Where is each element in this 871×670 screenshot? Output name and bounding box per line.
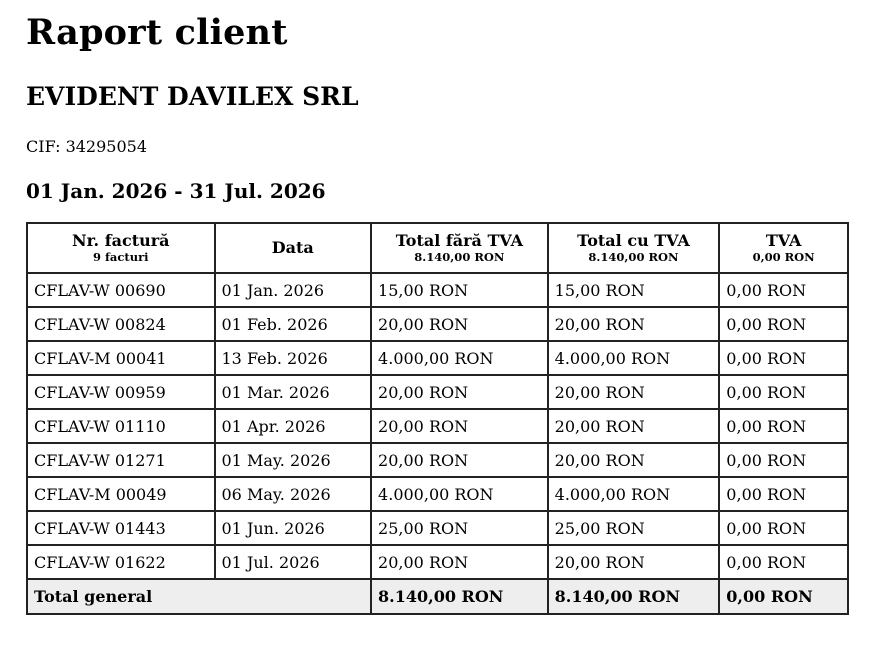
date-cell: 01 Feb. 2026 (215, 307, 372, 341)
total-without-vat-cell: 15,00 RON (371, 273, 548, 307)
company-name: EVIDENT DAVILEX SRL (26, 82, 359, 111)
invoice-number-cell: CFLAV-W 00824 (27, 307, 215, 341)
vat-cell: 0,00 RON (719, 409, 848, 443)
header-sub: 8.140,00 RON (588, 250, 679, 264)
invoice-number-cell: CFLAV-W 01622 (27, 545, 215, 579)
invoice-number-cell: CFLAV-W 01271 (27, 443, 215, 477)
vat-cell: 0,00 RON (719, 375, 848, 409)
total-row (27, 579, 848, 614)
date-cell: 06 May. 2026 (215, 477, 372, 511)
header-label: Nr. factură (71, 231, 170, 250)
header-sub: 9 facturi (92, 250, 149, 264)
table-row (27, 341, 848, 375)
invoice-table (26, 222, 849, 615)
header-label: Total cu TVA (577, 231, 690, 250)
total-with-vat-cell: 20,00 RON (548, 409, 720, 443)
date-cell: 01 Jan. 2026 (215, 273, 372, 307)
total-without-vat-cell: 20,00 RON (371, 545, 548, 579)
date-cell: 01 Jun. 2026 (215, 511, 372, 545)
total-without-vat: 8.140,00 RON (371, 579, 548, 614)
total-without-vat-cell: 4.000,00 RON (371, 477, 548, 511)
vat-cell: 0,00 RON (719, 273, 848, 307)
total-without-vat-cell: 20,00 RON (371, 443, 548, 477)
invoice-number-cell: CFLAV-W 01110 (27, 409, 215, 443)
vat-cell: 0,00 RON (719, 545, 848, 579)
table-row (27, 375, 848, 409)
date-cell: 13 Feb. 2026 (215, 341, 372, 375)
report-period: 01 Jan. 2026 - 31 Jul. 2026 (26, 179, 326, 203)
header-invoice-number (27, 223, 215, 273)
table-row (27, 443, 848, 477)
header-label: TVA (765, 231, 802, 250)
total-without-vat-cell: 20,00 RON (371, 307, 548, 341)
total-with-vat-cell: 15,00 RON (548, 273, 720, 307)
vat-cell: 0,00 RON (719, 511, 848, 545)
invoice-number-cell: CFLAV-M 00041 (27, 341, 215, 375)
total-with-vat-cell: 20,00 RON (548, 443, 720, 477)
total-without-vat-cell: 25,00 RON (371, 511, 548, 545)
total-with-vat-cell: 4.000,00 RON (548, 477, 720, 511)
header-label: Data (271, 238, 314, 257)
total-without-vat-cell: 20,00 RON (371, 409, 548, 443)
total-with-vat-cell: 4.000,00 RON (548, 341, 720, 375)
table-row (27, 409, 848, 443)
total-with-vat: 8.140,00 RON (548, 579, 720, 614)
header-total-with-vat (548, 223, 720, 273)
header-sub: 0,00 RON (752, 250, 815, 264)
date-cell: 01 May. 2026 (215, 443, 372, 477)
table-row (27, 477, 848, 511)
invoice-number-cell: CFLAV-M 00049 (27, 477, 215, 511)
table-header-row (27, 223, 848, 273)
vat-cell: 0,00 RON (719, 307, 848, 341)
total-label: Total general (27, 579, 371, 614)
date-cell: 01 Mar. 2026 (215, 375, 372, 409)
table-row (27, 307, 848, 341)
header-sub: 8.140,00 RON (414, 250, 505, 264)
table-row (27, 545, 848, 579)
header-vat (719, 223, 848, 273)
invoice-number-cell: CFLAV-W 00959 (27, 375, 215, 409)
vat-cell: 0,00 RON (719, 477, 848, 511)
header-date (215, 223, 372, 273)
company-cif: CIF: 34295054 (26, 137, 148, 156)
total-vat: 0,00 RON (719, 579, 848, 614)
total-without-vat-cell: 20,00 RON (371, 375, 548, 409)
total-with-vat-cell: 25,00 RON (548, 511, 720, 545)
header-total-without-vat (371, 223, 548, 273)
total-with-vat-cell: 20,00 RON (548, 307, 720, 341)
date-cell: 01 Apr. 2026 (215, 409, 372, 443)
total-with-vat-cell: 20,00 RON (548, 375, 720, 409)
invoice-number-cell: CFLAV-W 00690 (27, 273, 215, 307)
total-without-vat-cell: 4.000,00 RON (371, 341, 548, 375)
table-row (27, 273, 848, 307)
report-title: Raport client (26, 12, 288, 53)
vat-cell: 0,00 RON (719, 341, 848, 375)
header-label: Total fără TVA (395, 231, 523, 250)
date-cell: 01 Jul. 2026 (215, 545, 372, 579)
total-with-vat-cell: 20,00 RON (548, 545, 720, 579)
table-row (27, 511, 848, 545)
vat-cell: 0,00 RON (719, 443, 848, 477)
invoice-number-cell: CFLAV-W 01443 (27, 511, 215, 545)
